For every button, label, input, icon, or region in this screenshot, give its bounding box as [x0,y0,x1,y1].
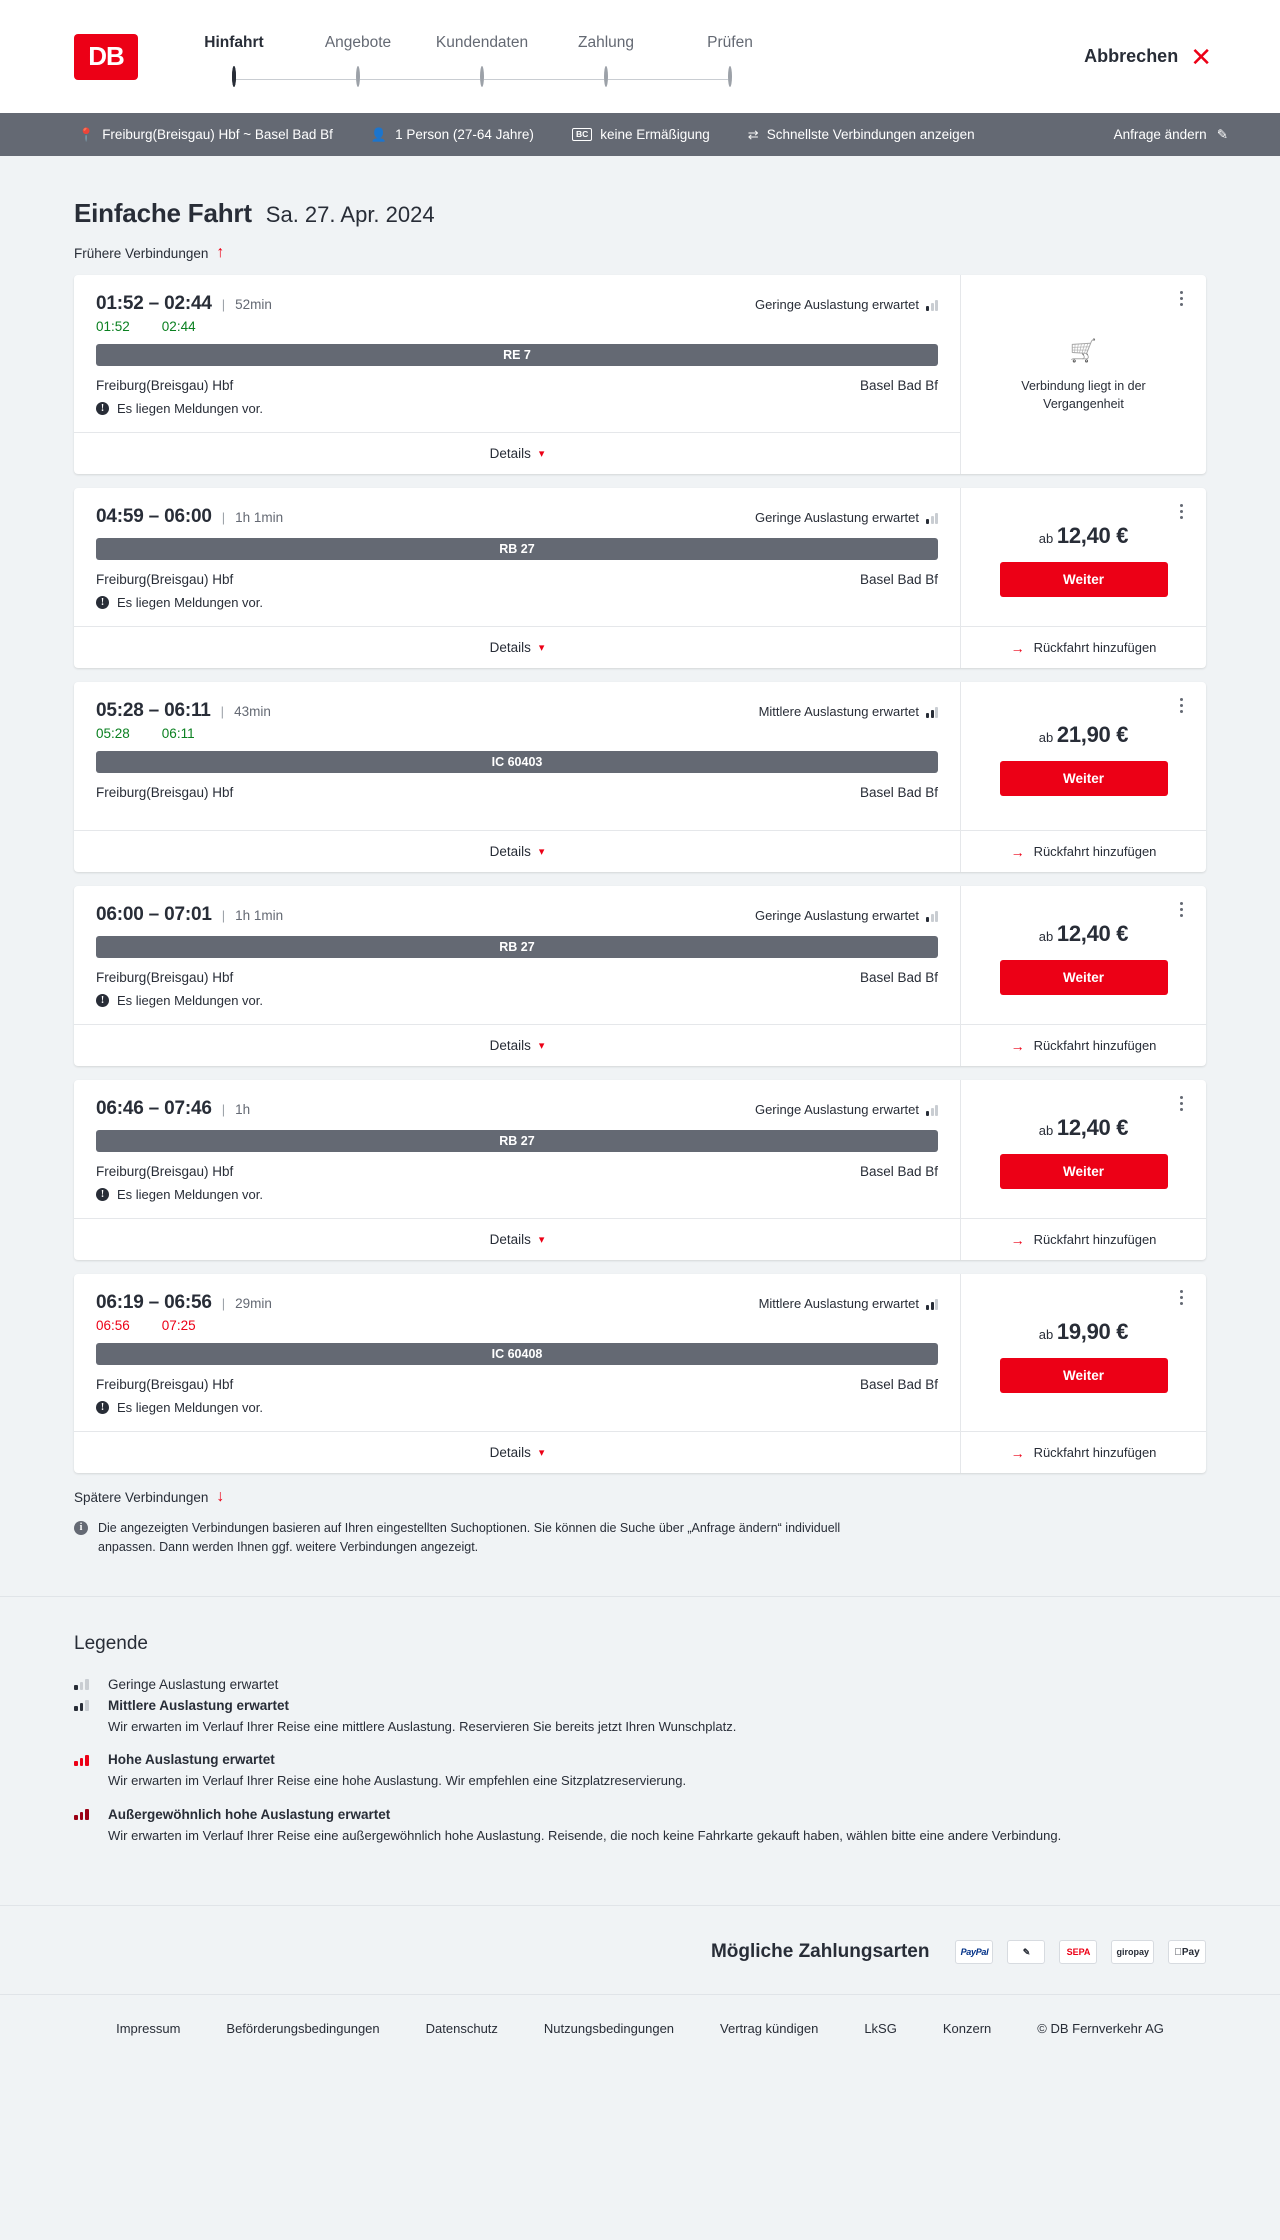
realtime-row [96,726,938,741]
summary-discount[interactable] [572,127,710,142]
close-icon: ✕ [1190,41,1212,72]
connection-info [74,682,960,872]
continue-button[interactable]: Weiter [1000,960,1168,995]
price-area [961,1274,1206,1431]
footer-link-vertrag-kuendigen[interactable]: Vertrag kündigen [720,2021,819,2037]
arrow-right-icon: → [1010,1231,1025,1248]
info-icon: ! [96,994,109,1007]
details-toggle[interactable] [74,1218,960,1260]
details-toggle[interactable] [74,1431,960,1473]
continue-button[interactable]: Weiter [1000,562,1168,597]
occupancy-indicator [755,297,938,312]
occupancy-bars-icon [74,1754,96,1766]
summary-route-label: Freiburg(Breisgau) Hbf ~ Basel Bad Bf [102,127,333,142]
details-label: Details [489,640,531,655]
station-from: Freiburg(Breisgau) Hbf [96,1377,234,1392]
separator: | [221,1296,226,1311]
footer-link-konzern[interactable]: Konzern [942,2021,992,2037]
apple-pay-icon: Pay [1168,1940,1206,1964]
separator: | [220,704,225,719]
step-label: Zahlung [577,33,634,51]
search-hint-text: Die angezeigten Verbindungen basieren auf Ihren eingestellten Suchoptionen. Sie können die Suche über „Anfrage ändern“ individuell anpassen. Dann werden Ihnen ggf. weitere Verbindungen angezeigt. [98,1521,841,1555]
add-return-trip-label: Rückfahrt hinzufügen [1033,844,1157,859]
info-icon: ! [96,596,109,609]
connection-info [74,1274,960,1473]
info-icon: i [74,1521,88,1535]
step-dot-icon [604,66,608,87]
service-message-label: Es liegen Meldungen vor. [117,401,263,416]
train-bar: RB 27 [96,936,938,958]
occupancy-bars-icon [926,299,938,311]
station-from: Freiburg(Breisgau) Hbf [96,785,234,800]
connection-time: 04:59 – 06:00 [96,506,212,527]
legend-head [74,1807,1206,1822]
search-summary-bar [0,113,1280,156]
price-area [961,886,1206,1024]
price-value: 21,90 € [1056,722,1129,747]
separator: | [221,510,226,525]
occupancy-bars-icon [74,1808,96,1820]
add-return-trip-button[interactable] [961,1024,1206,1066]
add-return-trip-button[interactable] [961,1431,1206,1473]
stations-row [96,970,938,985]
connection-info [74,886,960,1066]
connection-card[interactable] [74,886,1206,1066]
train-bar: RB 27 [96,538,938,560]
summary-discount-label: keine Ermäßigung [600,127,710,142]
swap-icon: ⇄ [747,126,759,142]
pencil-icon: ✎ [1216,126,1228,142]
chevron-down-icon: ▾ [538,1040,545,1052]
connection-card[interactable] [74,488,1206,668]
footer-link-lksg[interactable]: LkSG [864,2021,897,2037]
later-connections-button[interactable] [74,1489,224,1505]
train-bar: RB 27 [96,1130,938,1152]
connection-time: 05:28 – 06:11 [96,700,211,721]
footer [0,1994,1280,2070]
results-title-row [74,156,1206,229]
station-to: Basel Bad Bf [859,970,938,985]
details-label: Details [489,1232,531,1247]
more-options-button[interactable] [1172,500,1190,522]
service-message-label: Es liegen Meldungen vor. [117,1400,263,1415]
occupancy-indicator [759,1296,938,1311]
occupancy-bars-icon [74,1699,96,1711]
price-value: 12,40 € [1056,523,1129,548]
step-label: Hinfahrt [204,33,264,51]
footer-link-datenschutz[interactable]: Datenschutz [425,2021,498,2037]
page-title: Einfache Fahrt [74,198,252,228]
legend-item-very-high [74,1807,1206,1846]
price-prefix: ab [1038,929,1054,944]
occupancy-label: Geringe Auslastung erwartet [754,1102,919,1117]
more-options-button[interactable] [1172,898,1190,920]
price-prefix: ab [1038,730,1054,745]
cart-crossed-icon: 🛒 [1069,338,1098,364]
add-return-trip-label: Rückfahrt hinzufügen [1033,1038,1157,1053]
more-options-button[interactable] [1172,287,1190,309]
legend-label: Hohe Auslastung erwartet [108,1752,275,1768]
separator: | [221,297,226,312]
details-toggle[interactable] [74,432,960,474]
realtime-departure: 06:56 [96,1318,130,1333]
chevron-down-icon: ▾ [538,448,545,460]
legend-label: Außergewöhnlich hohe Auslastung erwartet [108,1806,391,1822]
occupancy-bars-icon [926,1104,938,1116]
payment-title: Mögliche Zahlungsarten [710,1941,930,1963]
arrow-right-icon: → [1010,1444,1025,1461]
connection-header [96,506,938,528]
giropay-icon: giropay [1111,1940,1154,1964]
search-hint [74,1519,854,1558]
legend-description: Wir erwarten im Verlauf Ihrer Reise eine hohe Auslastung. Wir empfehlen eine Sitzplatzreservierung. [108,1773,687,1789]
connection-header [96,1292,938,1314]
connection-card[interactable] [74,682,1206,872]
continue-button[interactable]: Weiter [1000,761,1168,796]
add-return-trip-label: Rückfahrt hinzufügen [1033,1232,1157,1247]
service-message-label: Es liegen Meldungen vor. [117,1187,263,1202]
price-display [1039,722,1128,748]
price-value: 12,40 € [1056,1115,1129,1140]
connection-duration: 29min [235,1296,272,1311]
details-label: Details [489,844,531,859]
legend-label: Mittlere Auslastung erwartet [108,1697,290,1713]
legend-description: Wir erwarten im Verlauf Ihrer Reise eine außergewöhnlich hohe Auslastung. Reisende, die noch keine Fahrkarte gekauft haben, wählen bitte eine andere Verbindung. [108,1827,1062,1843]
edit-request-button[interactable] [1114,127,1254,143]
price-prefix: ab [1038,531,1054,546]
separator: | [221,1102,226,1117]
connection-duration: 1h 1min [235,510,284,525]
price-value: 12,40 € [1056,921,1129,946]
connection-header [96,293,938,315]
db-logo: DB [74,34,138,80]
later-connections-label: Spätere Verbindungen [74,1489,209,1505]
earlier-connections-button[interactable] [74,245,224,261]
price-display [1039,1319,1128,1345]
step-dot-icon [728,66,732,87]
connection-actions [960,275,1206,474]
price-display [1039,921,1128,947]
person-icon: 👤 [370,126,388,142]
connection-duration: 1h [235,1102,251,1117]
more-options-button[interactable] [1172,694,1190,716]
legend-section [0,1596,1280,1906]
paypal-icon: PayPal [955,1940,993,1964]
legend-head [74,1677,1206,1692]
edit-request-label: Anfrage ändern [1113,127,1207,142]
results-date: Sa. 27. Apr. 2024 [265,202,435,227]
legend-item-high [74,1752,1206,1791]
service-message-label: Es liegen Meldungen vor. [117,595,263,610]
continue-button[interactable]: Weiter [1000,1154,1168,1189]
occupancy-indicator [755,510,938,525]
footer-link-befoerderungsbedingungen[interactable]: Beförderungsbedingungen [226,2021,380,2037]
occupancy-label: Geringe Auslastung erwartet [754,510,919,525]
stations-row [96,1164,938,1179]
chevron-down-icon: ▾ [538,1447,545,1459]
summary-fastest[interactable] [748,127,975,143]
add-return-trip-button[interactable] [961,1218,1206,1260]
station-from: Freiburg(Breisgau) Hbf [96,572,234,587]
footer-copyright: © DB Fernverkehr AG [1037,2021,1164,2037]
stations-row [96,378,938,393]
price-area [961,1080,1206,1218]
connection-info [74,1080,960,1260]
station-to: Basel Bad Bf [859,1377,938,1392]
legend-head [74,1698,1206,1713]
arrow-right-icon: → [1010,843,1025,860]
service-message[interactable] [96,401,938,416]
step-label: Angebote [324,33,392,51]
train-bar: RE 7 [96,344,938,366]
add-return-trip-label: Rückfahrt hinzufügen [1033,640,1157,655]
service-message[interactable] [96,993,938,1008]
price-display [1039,1115,1128,1141]
more-options-button[interactable] [1172,1286,1190,1308]
info-icon: ! [96,1401,109,1414]
arrow-right-icon: → [1010,1037,1025,1054]
connection-duration: 1h 1min [235,908,284,923]
station-from: Freiburg(Breisgau) Hbf [96,970,234,985]
connection-actions [960,886,1206,1066]
occupancy-bars-icon [74,1678,96,1690]
connection-duration: 43min [234,704,271,719]
realtime-row [96,1318,938,1333]
station-to: Basel Bad Bf [859,785,938,800]
add-return-trip-button[interactable] [961,626,1206,668]
price-prefix: ab [1038,1123,1054,1138]
chevron-down-icon: ▾ [538,846,545,858]
cancel-label: Abbrechen [1084,46,1179,66]
legend-label: Geringe Auslastung erwartet [108,1676,279,1692]
sepa-icon: SEPA [1059,1940,1097,1964]
booking-stepper [172,34,792,86]
legend-description: Wir erwarten im Verlauf Ihrer Reise eine mittlere Auslastung. Reservieren Sie bereits jetzt Ihren Wunschplatz. [108,1718,737,1734]
step-dot-icon [356,66,360,87]
past-connection-label: Verbindung liegt in der Vergangenheit [1021,379,1146,412]
connection-time: 01:52 – 02:44 [96,293,212,314]
step-dot-icon [232,66,236,87]
connection-actions [960,1274,1206,1473]
connection-header [96,904,938,926]
price-area [961,682,1206,830]
separator: | [221,908,226,923]
connection-info [74,488,960,668]
legend-title: Legende [74,1632,148,1654]
connection-info [74,275,960,474]
location-pin-icon: 📍 [78,126,95,142]
summary-route[interactable] [78,127,333,143]
realtime-arrival: 02:44 [161,319,196,334]
station-to: Basel Bad Bf [859,1164,938,1179]
connection-card[interactable] [74,1080,1206,1260]
add-return-trip-label: Rückfahrt hinzufügen [1033,1445,1157,1460]
occupancy-label: Geringe Auslastung erwartet [754,297,919,312]
connection-card[interactable] [74,275,1206,474]
payment-icons [955,1940,1206,1964]
footer-link-nutzungsbedingungen[interactable]: Nutzungsbedingungen [543,2021,675,2037]
legend-item-low [74,1677,1206,1692]
occupancy-bars-icon [926,512,938,524]
occupancy-bars-icon [926,706,938,718]
connection-actions [960,1080,1206,1260]
details-toggle[interactable] [74,626,960,668]
train-bar: IC 60408 [96,1343,938,1365]
realtime-arrival: 07:25 [161,1318,196,1333]
arrow-up-icon: ↑ [216,244,225,261]
past-connection-notice [961,275,1206,474]
realtime-row [96,319,938,334]
price-value: 19,90 € [1056,1318,1129,1344]
legend-head [74,1752,1206,1767]
connection-time: 06:00 – 07:01 [96,904,212,925]
details-label: Details [489,1038,531,1053]
station-to: Basel Bad Bf [859,378,938,393]
stations-row [96,1377,938,1392]
realtime-arrival: 06:11 [161,726,195,741]
price-prefix: ab [1038,1326,1054,1342]
occupancy-bars-icon [926,1298,938,1310]
step-label: Prüfen [707,33,753,51]
connection-actions [960,682,1206,872]
service-message-label: Es liegen Meldungen vor. [117,993,263,1008]
continue-button[interactable]: Weiter [1000,1358,1168,1393]
details-toggle[interactable] [74,830,960,872]
cancel-button[interactable] [1084,41,1242,72]
service-message[interactable] [96,1187,938,1202]
connection-header [96,1098,938,1120]
chevron-down-icon: ▾ [538,1234,545,1246]
connection-duration: 52min [235,297,272,312]
step-dot-icon [480,66,484,87]
details-label: Details [489,1445,531,1460]
connection-time: 06:19 – 06:56 [96,1292,212,1313]
connection-actions [960,488,1206,668]
chevron-down-icon: ▾ [538,642,545,654]
connection-header [96,700,938,722]
add-return-trip-button[interactable] [961,830,1206,872]
bahncard-icon: BC [572,128,592,141]
occupancy-indicator [755,908,938,923]
station-from: Freiburg(Breisgau) Hbf [96,1164,234,1179]
service-message[interactable] [96,1400,938,1415]
stations-row [96,572,938,587]
station-to: Basel Bad Bf [859,572,938,587]
price-display [1039,523,1128,549]
station-from: Freiburg(Breisgau) Hbf [96,378,234,393]
results-area [0,156,1280,1558]
stations-row [96,785,938,800]
more-options-button[interactable] [1172,1092,1190,1114]
details-toggle[interactable] [74,1024,960,1066]
occupancy-bars-icon [926,910,938,922]
info-icon: ! [96,1188,109,1201]
connection-time: 06:46 – 07:46 [96,1098,212,1119]
train-bar: IC 60403 [96,751,938,773]
footer-link-impressum[interactable]: Impressum [116,2021,181,2037]
realtime-departure: 01:52 [96,319,130,334]
summary-passengers-label: 1 Person (27-64 Jahre) [395,127,534,142]
arrow-right-icon: → [1010,639,1025,656]
legend-item-medium [74,1698,1206,1737]
step-label: Kundendaten [435,33,529,51]
connection-card[interactable] [74,1274,1206,1473]
realtime-departure: 05:28 [96,726,130,741]
details-label: Details [489,446,531,461]
occupancy-label: Geringe Auslastung erwartet [754,908,919,923]
occupancy-indicator [759,704,938,719]
earlier-connections-label: Frühere Verbindungen [74,245,209,261]
info-icon: ! [96,402,109,415]
price-area [961,488,1206,626]
summary-fastest-label: Schnellste Verbindungen anzeigen [766,127,975,142]
payment-methods-section [0,1905,1280,1994]
service-message[interactable] [96,595,938,610]
occupancy-label: Mittlere Auslastung erwartet [758,704,919,719]
direct-debit-icon: ✎ [1007,1940,1045,1964]
occupancy-label: Mittlere Auslastung erwartet [758,1296,919,1311]
arrow-down-icon: ↓ [216,1488,225,1505]
app-header [0,0,1280,113]
occupancy-indicator [755,1102,938,1117]
summary-passengers[interactable] [371,127,534,143]
